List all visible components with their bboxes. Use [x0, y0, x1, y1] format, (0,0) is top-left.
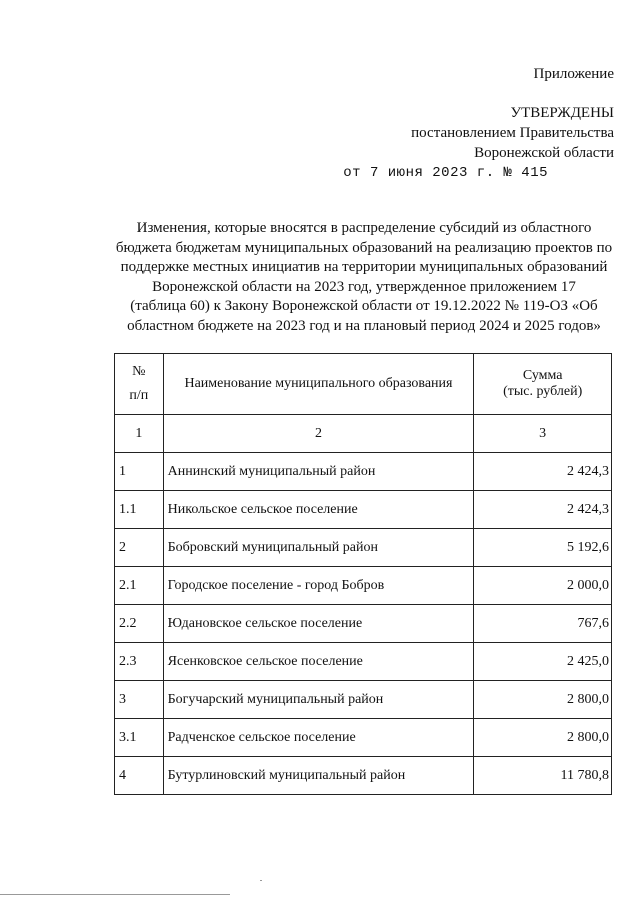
row-number: 3.1 [115, 719, 164, 757]
col-header-sum [474, 354, 612, 415]
col-header-sum-line1: Сумма [522, 368, 563, 383]
approved-label: УТВЕРЖДЕНЫ [510, 105, 614, 121]
title-line: поддержке местных инициатив на территории муниципальных образований [120, 259, 608, 275]
municipality-name: Городское поселение - город Бобров [163, 567, 474, 605]
table-row [115, 757, 612, 795]
municipality-name: Бобровский муниципальный район [163, 529, 474, 567]
col-header-name: Наименование муниципального образования [163, 354, 474, 415]
title-line: областном бюджете на 2023 год и на плановый период 2024 и 2025 годов» [127, 317, 601, 334]
table-row [115, 491, 612, 529]
row-number: 2 [115, 529, 164, 567]
decree-date: от 7 июня 2023 г. № 415 [343, 165, 548, 181]
appendix-header [533, 64, 614, 84]
decree-line2: Воронежской области [474, 145, 614, 161]
table-row [115, 529, 612, 567]
column-index: 1 [115, 415, 164, 453]
table-row [115, 719, 612, 757]
municipality-name: Богучарский муниципальный район [163, 681, 474, 719]
row-number: 3 [115, 681, 164, 719]
row-number: 2.3 [115, 643, 164, 681]
approval-block [343, 103, 614, 183]
title-line: Воронежской области на 2023 год, утвержденное приложением 17 [152, 278, 576, 295]
table-row [115, 453, 612, 491]
title-line: (таблица 60) к Закону Воронежской области от 19.12.2022 № 119-ОЗ «Об [130, 298, 598, 314]
scan-speck [260, 880, 262, 881]
row-number: 1.1 [115, 491, 164, 529]
row-number: 1 [115, 453, 164, 491]
row-number: 2.1 [115, 567, 164, 605]
row-number: 4 [115, 757, 164, 795]
table-header-row [115, 354, 612, 415]
municipality-name: Юдановское сельское поселение [163, 605, 474, 643]
col-header-num-line1: № [132, 364, 146, 379]
amount: 2 424,3 [474, 453, 612, 491]
footer-divider [0, 894, 230, 895]
amount: 767,6 [474, 605, 612, 643]
table-row [115, 567, 612, 605]
municipality-name: Бутурлиновский муниципальный район [163, 757, 474, 795]
column-index: 3 [474, 415, 612, 453]
subsidy-table [114, 353, 612, 795]
title-line: бюджета бюджетам муниципальных образований на реализацию проектов по [115, 239, 613, 256]
document-title [104, 219, 624, 336]
title-line: Изменения, которые вносятся в распределение субсидий из областного [136, 220, 592, 236]
col-header-num [115, 354, 164, 415]
amount: 2 424,3 [474, 491, 612, 529]
column-index-row [115, 415, 612, 453]
column-index: 2 [163, 415, 474, 453]
table-row [115, 605, 612, 643]
amount: 11 780,8 [474, 757, 612, 795]
amount: 2 425,0 [474, 643, 612, 681]
decree-line1: постановлением Правительства [411, 125, 614, 141]
municipality-name: Аннинский муниципальный район [163, 453, 474, 491]
col-header-sum-line2: (тыс. рублей) [503, 384, 583, 399]
amount: 2 800,0 [474, 719, 612, 757]
amount: 2 000,0 [474, 567, 612, 605]
amount: 2 800,0 [474, 681, 612, 719]
municipality-name: Радченское сельское поселение [163, 719, 474, 757]
amount: 5 192,6 [474, 529, 612, 567]
table-row [115, 681, 612, 719]
municipality-name: Ясенковское сельское поселение [163, 643, 474, 681]
table-row [115, 643, 612, 681]
appendix-label: Приложение [533, 66, 614, 82]
municipality-name: Никольское сельское поселение [163, 491, 474, 529]
row-number: 2.2 [115, 605, 164, 643]
col-header-num-line2: п/п [129, 388, 149, 403]
